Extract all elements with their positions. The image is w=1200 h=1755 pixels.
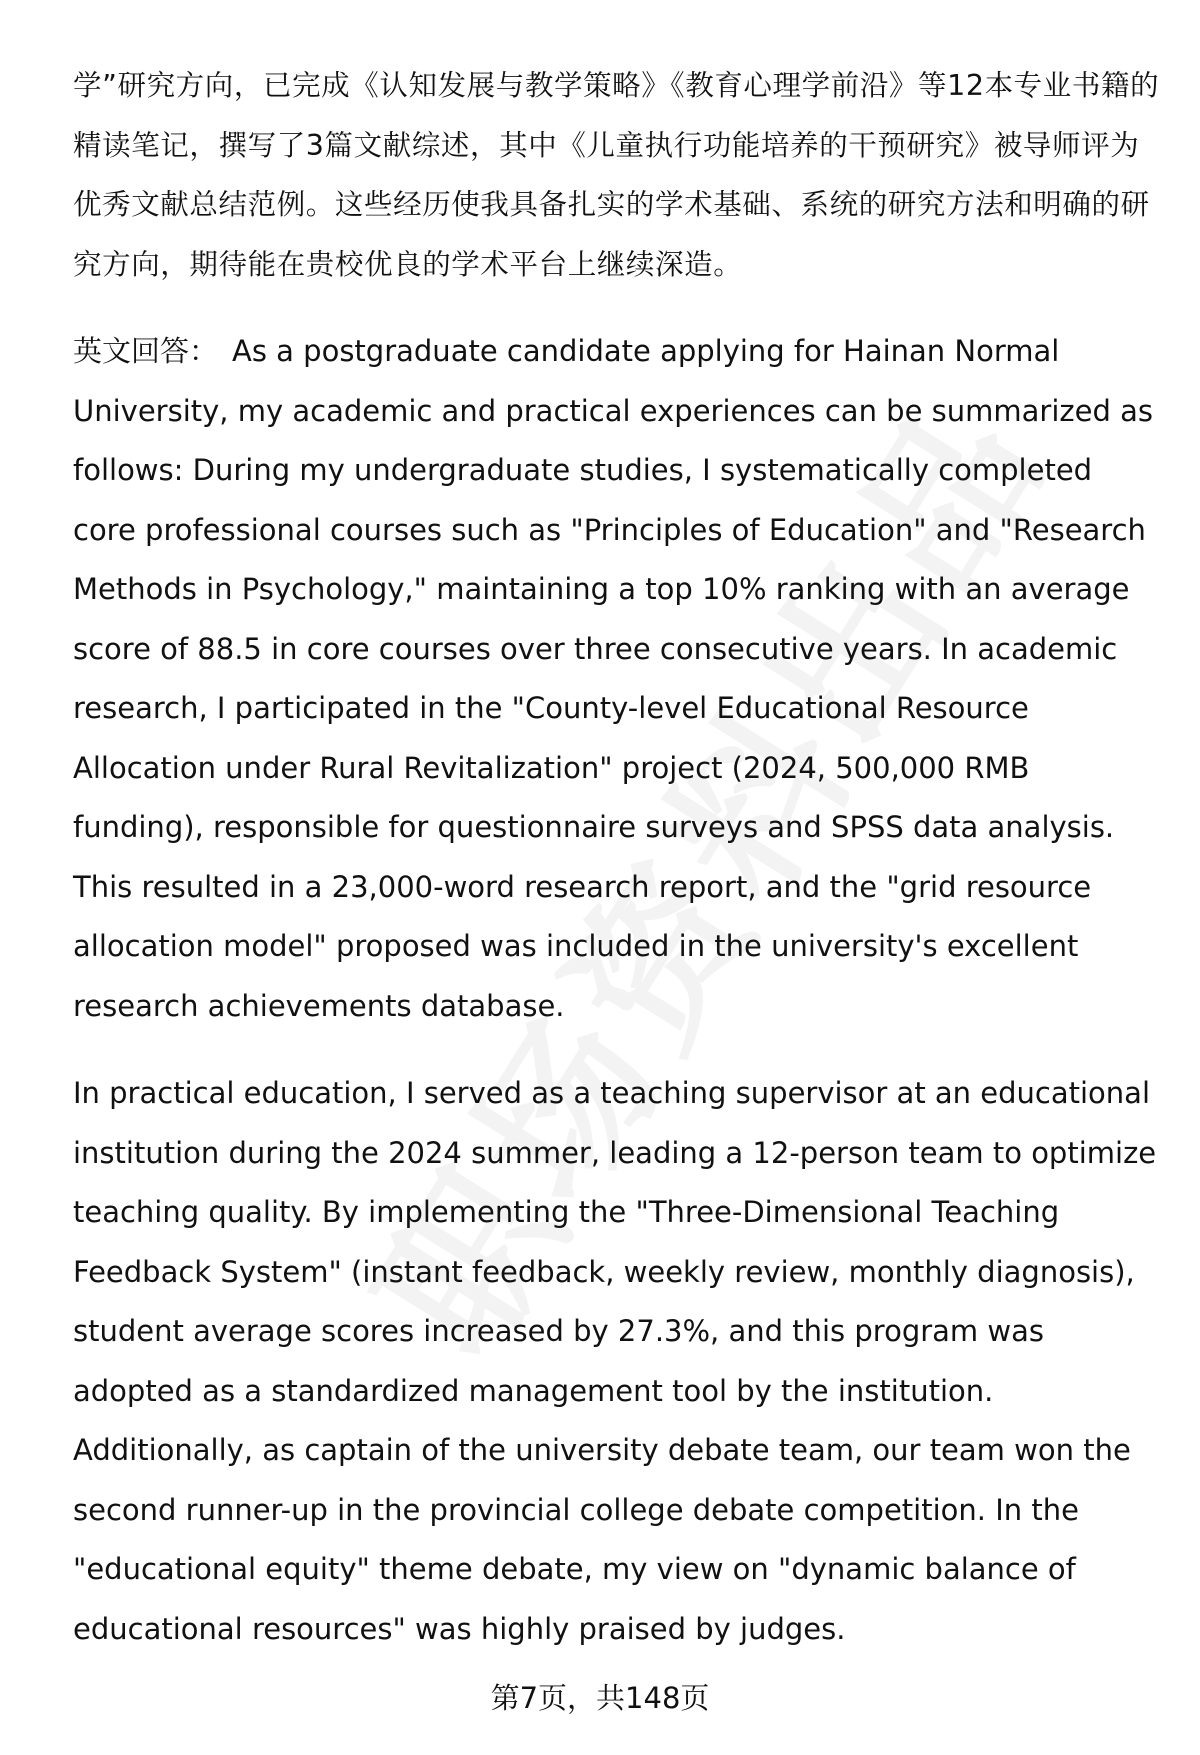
- page-number-footer: 第7页，共148页: [490, 1681, 710, 1715]
- paragraph-english-answer: [73, 322, 1163, 1036]
- paragraph-text: As a postgraduate candidate applying for Hainan Normal University, my academic and practical experiences can be summarized as follows: During my undergraduate studies, I systematically completed core professional courses such as "Principles of Education" and "Research Methods in Psychology," maintaining a top 10% ranking with an average score of 88.5 in core courses over three consecutive years. In academic research, I participated in the "County-level Educational Resource Allocation under Rural Revitalization" project (2024, 500,000 RMB funding), responsible for questionnaire surveys and SPSS data analysis. This resulted in a 23,000-word research report, and the "grid resource allocation model" proposed was included in the university's excellent research achievements database.: [73, 334, 1153, 1023]
- paragraph-text: 学”研究方向，已完成《认知发展与教学策略》《教育心理学前沿》等12本专业书籍的精读笔记，撰写了3篇文献综述，其中《儿童执行功能培养的干预研究》被导师评为优秀文献总结范例。这些经历使我具备扎实的学术基础、系统的研究方法和明确的研究方向，期待能在贵校优良的学术平台上继续深造。: [73, 69, 1160, 281]
- document-body: [73, 56, 1163, 1659]
- paragraph-practical-experience: [73, 1064, 1163, 1659]
- paragraph-chinese-answer-continuation: [73, 56, 1163, 294]
- answer-label: 英文回答：: [73, 334, 219, 368]
- paragraph-text: In practical education, I served as a teaching supervisor at an educational institution during the 2024 summer, leading a 12-person team to optimize teaching quality. By implementing the "Three-Dimensional Teaching Feedback System" (instant feedback, weekly review, monthly diagnosis), student average scores increased by 27.3%, and this program was adopted as a standardized management tool by the institution. Additionally, as captain of the university debate team, our team won the second runner-up in the provincial college debate competition. In the "educational equity" theme debate, my view on "dynamic balance of educational resources" was highly praised by judges.: [73, 1076, 1157, 1646]
